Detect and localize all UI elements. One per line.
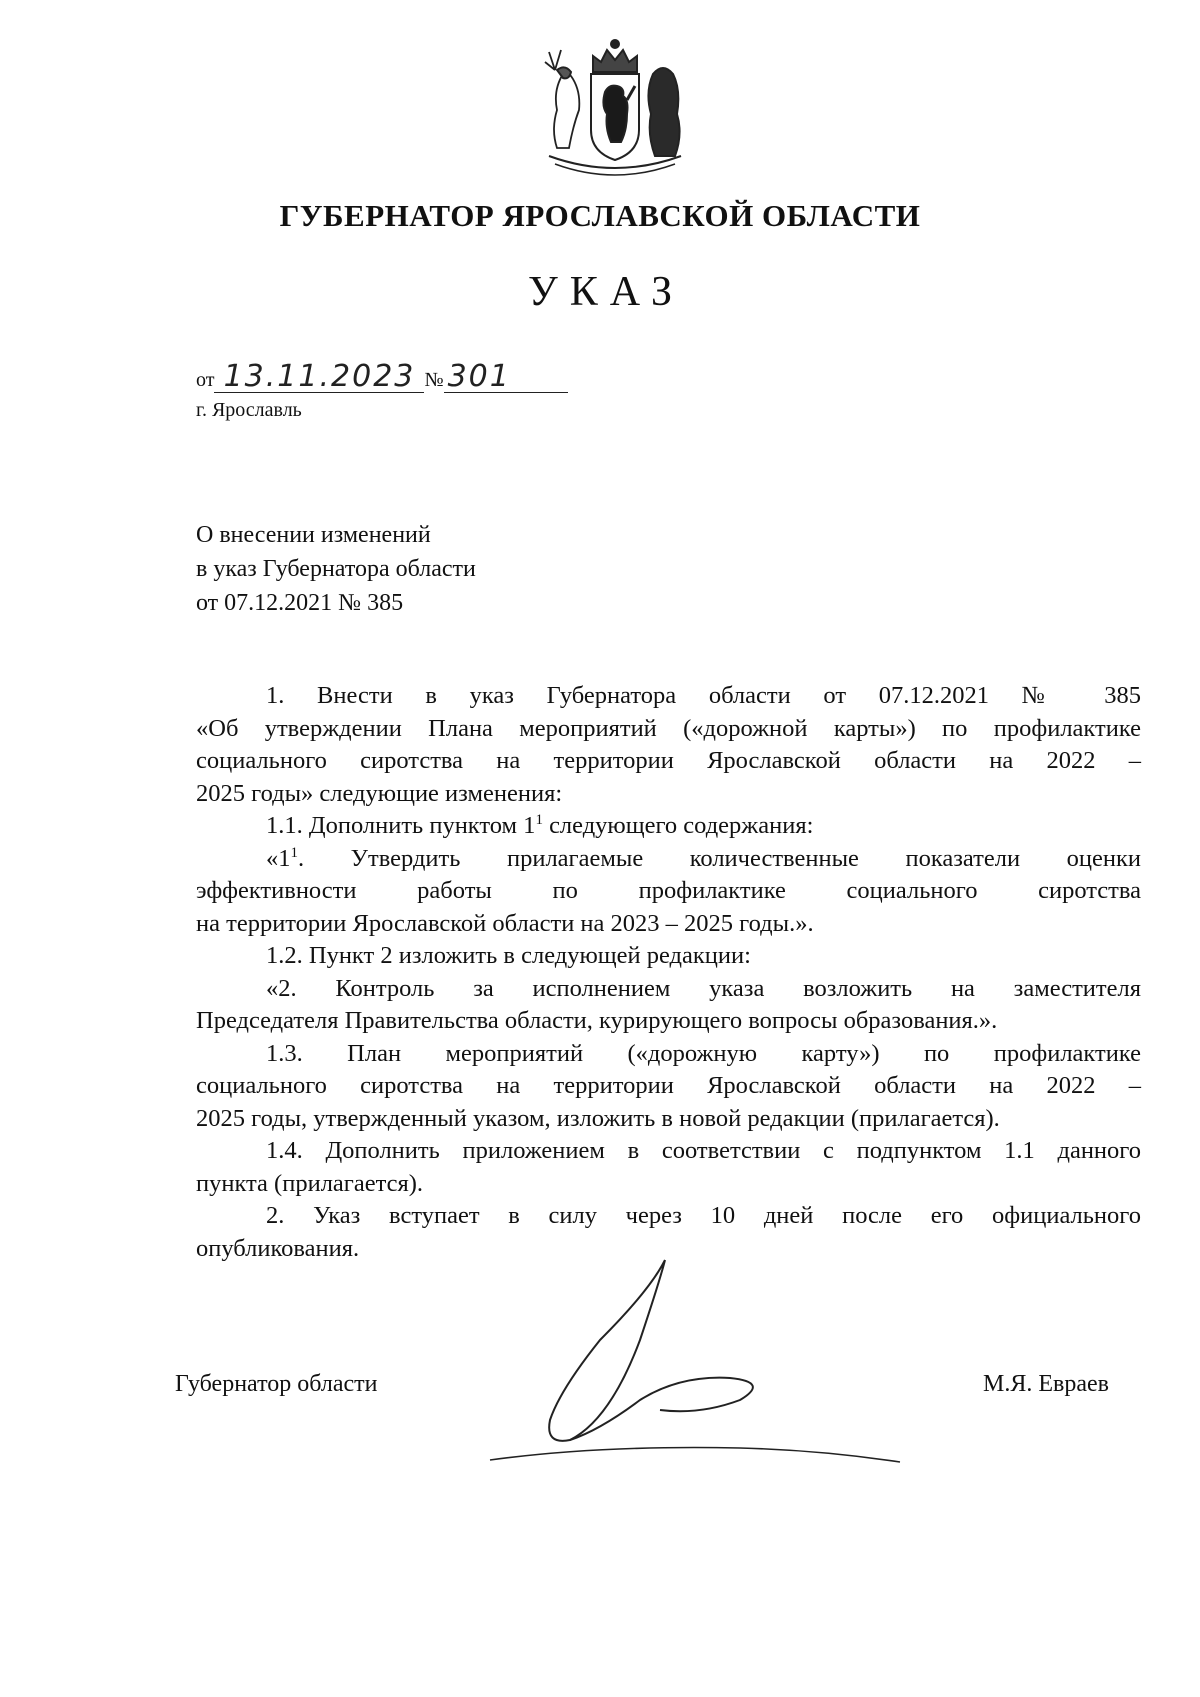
- subject-line: О внесении изменений: [196, 522, 431, 548]
- body-line: 1.4. Дополнить приложением в соответствии с подпунктом 1.1 данного: [266, 1137, 1141, 1164]
- issue-city: г. Ярославль: [196, 399, 302, 421]
- body-line: «$1^1$. Утвердить прилагаемые количественные показатели оценки: [266, 844, 1141, 872]
- body-line: «Об утверждении Плана мероприятий («дорожной карты») по профилактике: [196, 714, 1141, 742]
- issuer-title: ГУБЕРНАТОР ЯРОСЛАВСКОЙ ОБЛАСТИ: [279, 198, 921, 233]
- body-line: 1.1. Дополнить пунктом $1^1$ следующего содержания:: [266, 811, 814, 839]
- handwritten-signature-icon: [480, 1250, 910, 1480]
- date-number-line: [196, 359, 568, 394]
- body-line: Председателя Правительства области, курирующего вопросы образования.».: [196, 1007, 998, 1034]
- body-line: на территории Ярославской области на 2023 – 2025 годы.».: [196, 909, 814, 937]
- document-subject: [196, 518, 476, 620]
- signatory-name: М.Я. Евраев: [983, 1371, 1109, 1397]
- body-line: 1. Внести в указ Губернатора области от 07.12.2021 № 385: [266, 682, 1141, 709]
- superscript: 1: [535, 811, 543, 828]
- date-label: от: [196, 369, 215, 391]
- subject-line: от 07.12.2021 № 385: [196, 590, 404, 616]
- body-line: эффективности работы по профилактике социального сиротства: [196, 877, 1141, 904]
- document-type-title: УКАЗ: [527, 269, 685, 315]
- number-sign: №: [424, 369, 444, 391]
- document-number: 301: [444, 362, 568, 393]
- document-date: 13.11.2023: [214, 362, 424, 393]
- superscript: 1: [290, 844, 298, 861]
- signatory-title: Губернатор области: [175, 1371, 378, 1397]
- body-line: пункта (прилагается).: [196, 1169, 424, 1197]
- body-line: 2. Указ вступает в силу через 10 дней после его официального: [266, 1202, 1141, 1229]
- body-line: 2025 годы, утвержденный указом, изложить в новой редакции (прилагается).: [196, 1104, 1000, 1132]
- body-line: 1.2. Пункт 2 изложить в следующей редакции:: [266, 942, 751, 969]
- document-body: [196, 680, 1141, 1265]
- body-line: опубликования.: [196, 1234, 360, 1262]
- body-line: «2. Контроль за исполнением указа возложить на заместителя: [266, 974, 1141, 1002]
- body-line: социального сиротства на территории Ярославской области на 2022 –: [196, 1072, 1141, 1099]
- subject-line: в указ Губернатора области: [196, 556, 476, 582]
- body-line: 2025 годы» следующие изменения:: [196, 779, 563, 807]
- body-line: социального сиротства на территории Ярославской области на 2022 –: [196, 747, 1141, 774]
- body-line: 1.3. План мероприятий («дорожную карту») по профилактике: [266, 1039, 1141, 1067]
- coat-of-arms-icon: [535, 30, 695, 180]
